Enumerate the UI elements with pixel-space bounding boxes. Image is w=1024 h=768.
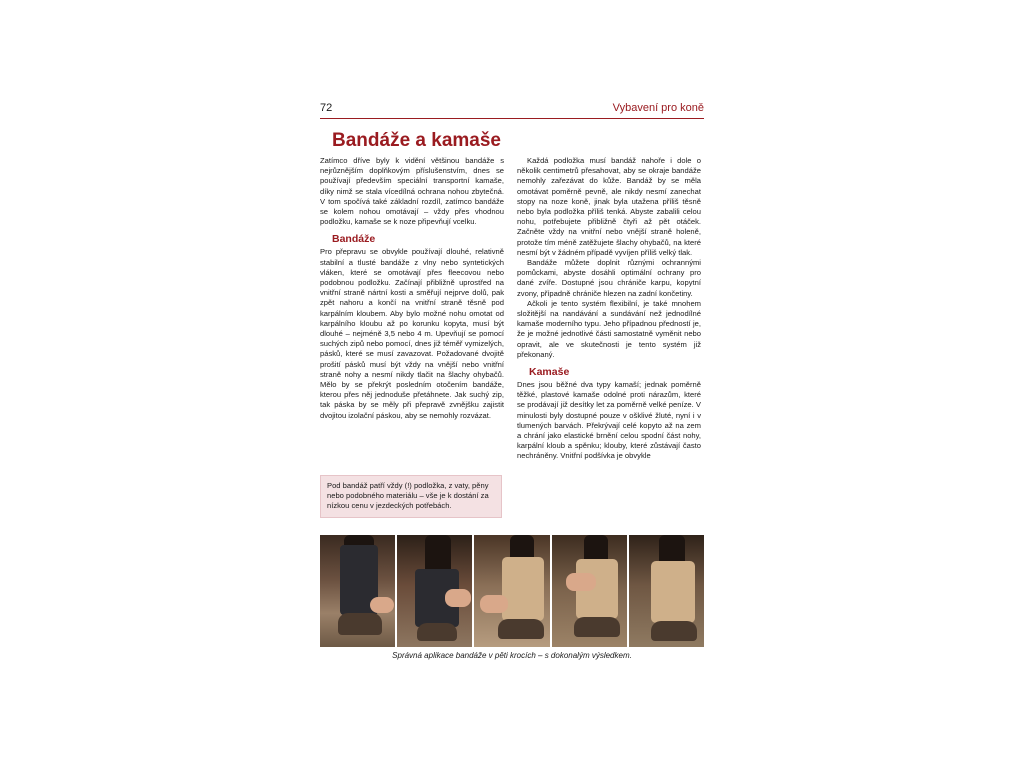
page-header — [320, 100, 704, 119]
left-column — [320, 156, 504, 421]
photo-step-4 — [552, 535, 627, 647]
heading-kamase: Kamaše — [529, 366, 570, 379]
bandaze-paragraph: Pro přepravu se obvykle používají dlouhé, relativně stabilní a tlusté bandáže z vlny nebo syntetických vláken, které se omotávají přes fleecovou nebo podobnou podložku. Začínají přibližně uprostřed na vnitřní straně nártní kosti a směřují nejprve dolů, pak zpět nahoru a končí na vnitřní straně těsně pod karpálním kloubem. Aby bylo možné nohu omotat od karpálního kloubu až po korunku kopyta, musí být dlouhé – nejméně 3,5 nebo 4 m. Upevňují se pomocí suchých zipů nebo pomocí, dnes již téměř vymizelých, pásků, které se musí zavazovat. Požadované dvojitě prošití pásků musí být vždy na vnější nebo vnitřní straně nohy a nesmí nikdy tlačit na šlachy ohybačů. Mělo by se překrýt posledním otočením bandáže, kterou přes něj jednoduše přetáhnete. Jak suchý zip, tak páska by se měly při přepravě zvnějšku zajistit dvojitou izolační páskou, aby se nemohly rozvázat. — [320, 247, 504, 420]
paragraph-1: Každá podložka musí bandáž nahoře i dole o několik centimetrů přesahovat, aby se okraje bandáže nemohly zařezávat do kůže. Bandáž by se měla omotávat poměrně pevně, ale nikdy nesmí zanechat stopy na noze koně, jinak byla utažena příliš těsně nebo byla podložka příliš tenká. Abyste zabalili celou nohu, potřebujete přibližně čtyři až pět otáček. Začněte vždy na vnitřní nebo vnější straně holeně, protože tím méně zatěžujete šlachy ohybačů, na které nesmí být v žádném případě vyvíjen příliš velký tlak. — [517, 156, 701, 257]
photo-strip — [320, 535, 704, 647]
paragraph-2: Bandáže můžete doplnit různými ochrannými pomůckami, abyste dosáhli optimální ochrany pro dané zvíře. Dostupné jsou chrániče karpu, kopytní zvony, případně chrániče hlezen na zadní končetiny. — [517, 258, 701, 298]
photo-step-5 — [629, 535, 704, 647]
right-column — [517, 156, 701, 462]
book-page — [320, 100, 704, 670]
photo-step-3 — [474, 535, 549, 647]
photo-step-1 — [320, 535, 395, 647]
page-number: 72 — [320, 102, 333, 114]
photo-caption: Správná aplikace bandáže v pěti krocích – s dokonalým výsledkem. — [392, 651, 632, 660]
note-text: Pod bandáž patří vždy (!) podložka, z vaty, pěny nebo podobného materiálu – vše je k dostání za nízkou cenu v jezdeckých potřebách. — [327, 481, 489, 511]
note-box — [320, 475, 502, 518]
section-title: Vybavení pro koně — [612, 102, 704, 114]
page-title: Bandáže a kamaše — [332, 130, 501, 151]
heading-bandaze: Bandáže — [332, 233, 376, 246]
photo-step-2 — [397, 535, 472, 647]
intro-paragraph: Zatímco dříve byly k vidění většinou bandáže s nejrůznějším doplňkovým příslušenstvím, dnes se používají především speciální transportní kamaše, díky nimž se stala vícedílná ochrana nohou zbytečná. V tom spočívá také základní rozdíl, zatímco bandáže se kolem nohou omotávají – vždy přes vhodnou podložku, kamaše se k noze připevňují vcelku. — [320, 156, 504, 227]
paragraph-3: Ačkoli je tento systém flexibilní, je také mnohem složitější na nandávání a sundávání než jednodílné kamaše moderního typu. Jeho případnou předností je, že je možné jednotlivé části samostatně vyměnit nebo opravit, ale ve skutečnosti je tento systém již překonaný. — [517, 298, 701, 359]
kamase-paragraph: Dnes jsou běžné dva typy kamaší; jednak poměrně těžké, plastové kamaše odolné proti nárazům, které se prodávají již desítky let za poměrně velké peníze. V minulosti byly dostupné pouze v ošklivé žluté, nyní i v tlumených barvách. Překrývají celé kopyto až na zem a chrání jako elastické brnění celou spodní část nohy, karpální kloub a spěnku; klouby, které zůstávají často nechráněny. Vnitřní podšívka je obvykle — [517, 380, 701, 461]
